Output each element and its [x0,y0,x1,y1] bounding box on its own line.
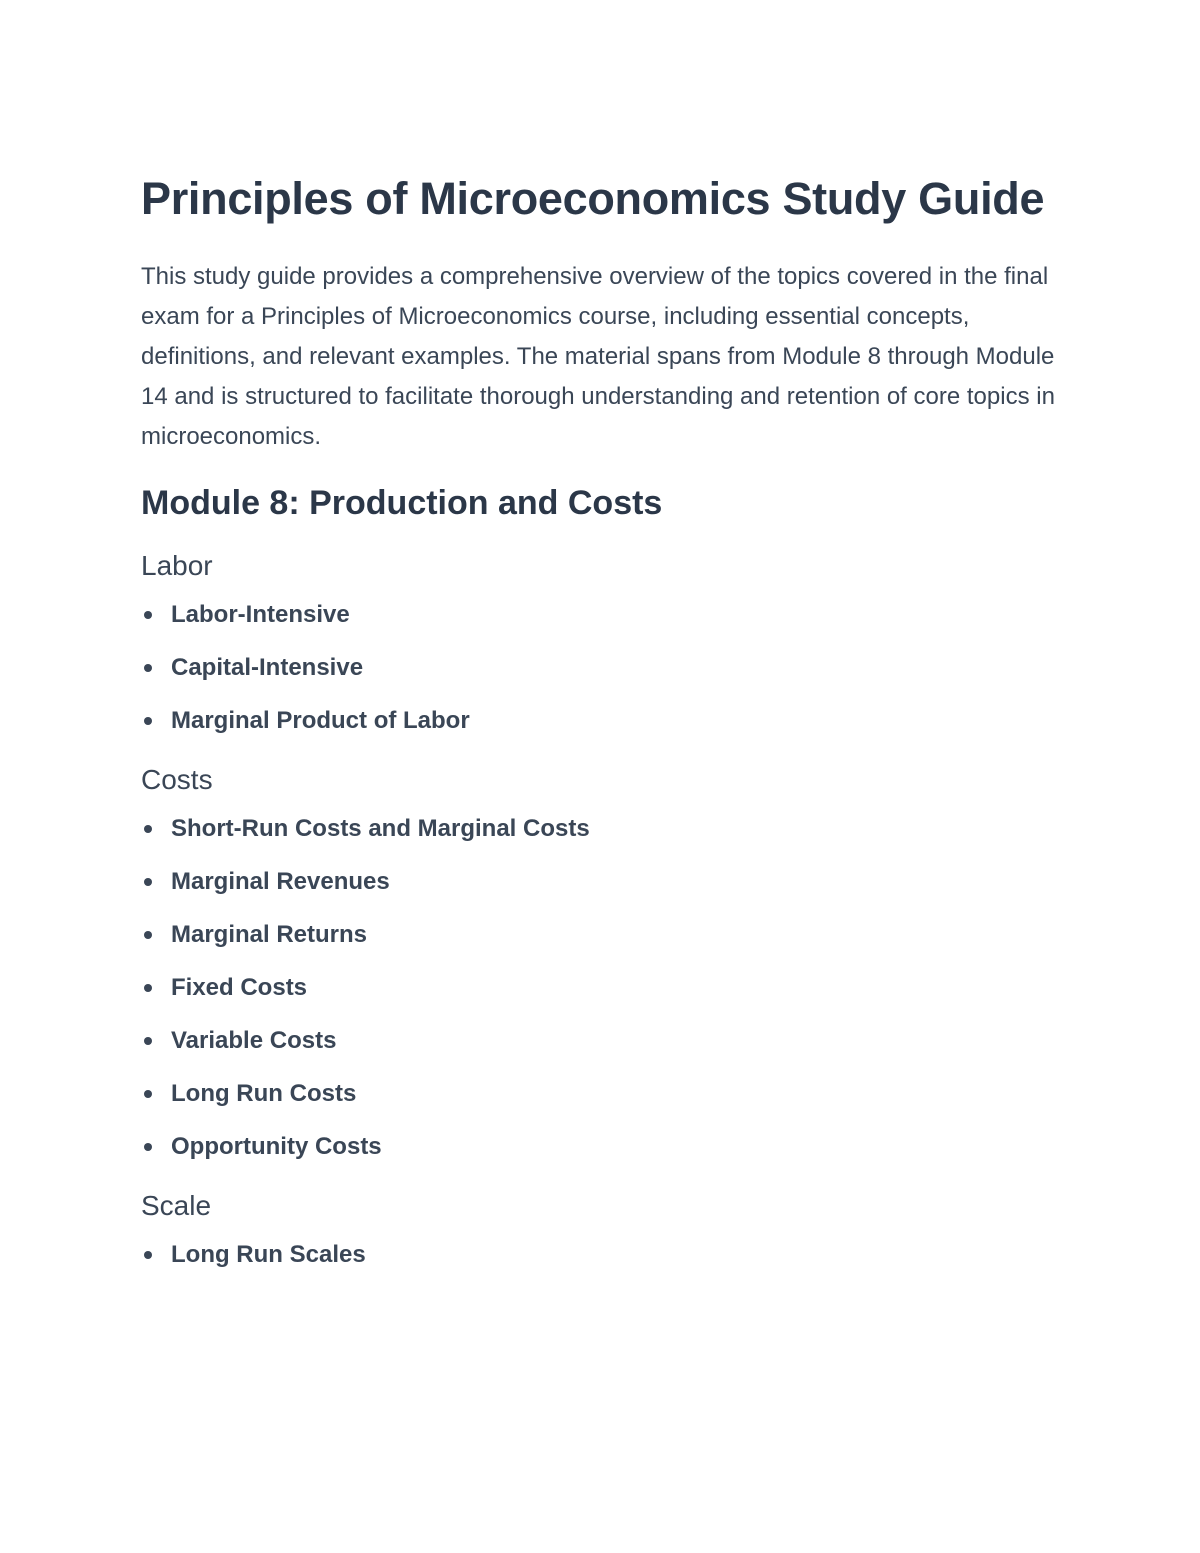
bullet-icon [144,664,152,672]
list-item [141,915,1071,955]
bullet-icon [144,1090,152,1098]
list-item-label: Marginal Revenues [171,868,390,895]
bullet-icon [144,717,152,725]
list-item [141,1021,1071,1061]
bullet-icon [144,1251,152,1259]
list-item [141,1127,1071,1167]
intro-paragraph: This study guide provides a comprehensive overview of the topics covered in the final exam for a Principles of Microeconomics course, including essential concepts, definitions, and relevant examples. The material spans from Module 8 through Module 14 and is structured to facilitate thorough understanding and retention of core topics in microeconomics. [141,263,1055,450]
list-item [141,968,1071,1008]
list-item-label: Short-Run Costs and Marginal Costs [171,815,590,842]
list-item [141,701,1071,741]
module-heading: Module 8: Production and Costs [141,484,663,522]
bullet-icon [144,878,152,886]
bullet-icon [144,931,152,939]
topic-list-scale [141,1235,1071,1275]
document-page [141,168,1071,1275]
list-item-label: Capital-Intensive [171,654,364,681]
topic-list-costs [141,809,1071,1167]
bullet-icon [144,611,152,619]
bullet-icon [144,984,152,992]
list-item [141,862,1071,902]
list-item-label: Long Run Costs [171,1080,357,1107]
list-item-label: Opportunity Costs [171,1133,382,1160]
section-heading-scale: Scale [141,1190,212,1221]
list-item-label: Long Run Scales [171,1241,366,1268]
list-item-label: Marginal Product of Labor [171,707,470,734]
bullet-icon [144,1037,152,1045]
bullet-icon [144,1143,152,1151]
section-heading-labor: Labor [141,550,213,581]
list-item [141,1235,1071,1275]
list-item-label: Marginal Returns [171,921,368,948]
topic-list-labor [141,595,1071,741]
list-item-label: Labor-Intensive [171,601,350,628]
section-heading-costs: Costs [141,764,213,795]
list-item [141,1074,1071,1114]
page-title: Principles of Microeconomics Study Guide [141,173,1045,224]
bullet-icon [144,825,152,833]
list-item-label: Fixed Costs [171,974,308,1001]
list-item [141,648,1071,688]
list-item [141,595,1071,635]
list-item-label: Variable Costs [171,1027,337,1054]
list-item [141,809,1071,849]
